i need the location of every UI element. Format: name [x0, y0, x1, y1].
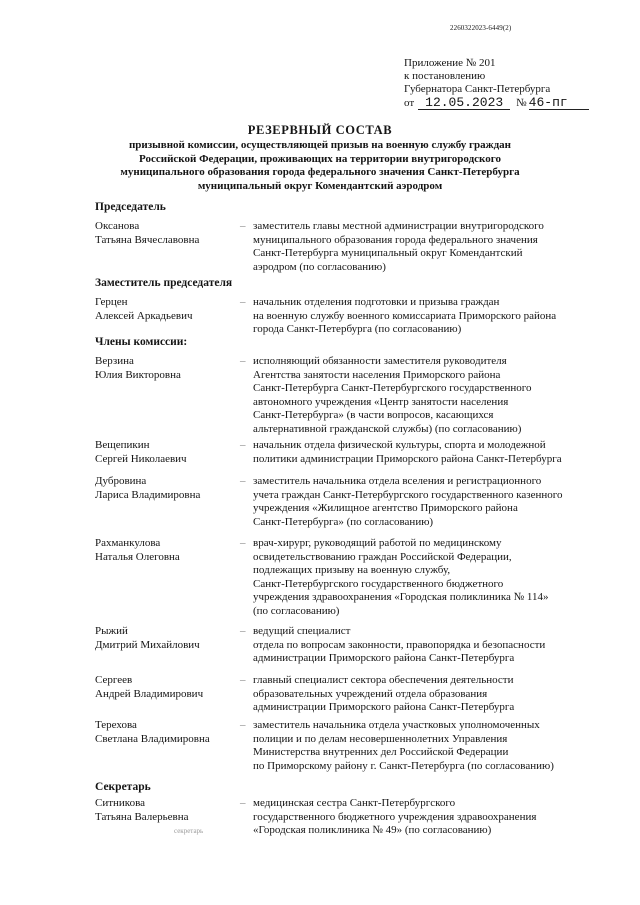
position-line: государственного бюджетного учреждения здравоохранения: [253, 810, 537, 823]
position-line: главный специалист сектора обеспечения деятельности: [253, 674, 514, 686]
section-deputy: Заместитель председателя: [95, 277, 233, 289]
appendix-number-label: №: [516, 97, 527, 109]
member-surname: Терехова: [95, 719, 137, 731]
position-line: Министерства внутренних дел Российской Федерации: [253, 746, 509, 758]
member-position: [253, 475, 613, 529]
appendix-from-label: от: [404, 97, 415, 109]
position-line: полиции и по делам несовершеннолетних Управления: [253, 732, 508, 745]
entry-dash: –: [240, 439, 246, 451]
member-name: [95, 439, 240, 466]
position-line: освидетельствованию граждан Российской Федерации,: [253, 550, 512, 563]
entry-dash: –: [240, 296, 246, 308]
position-line: учета граждан Санкт-Петербургского государственного казенного: [253, 488, 563, 501]
entry-dash: –: [240, 719, 246, 731]
position-line: отдела по вопросам законности, правопорядка и безопасности: [253, 638, 546, 651]
position-line: подлежащих призыву на военную службу,: [253, 564, 451, 576]
member-position: [253, 355, 613, 436]
member-position: [253, 719, 613, 773]
position-line: заместитель главы местной администрации внутригородского: [253, 220, 544, 232]
position-line: учреждения «Жилищное агентство Приморского района: [253, 502, 518, 514]
position-line: врач-хирург, руководящий работой по медицинскому: [253, 537, 502, 549]
entry-dash: –: [240, 625, 246, 637]
entry-dash: –: [240, 797, 246, 809]
member-name: [95, 537, 240, 618]
member-given-names: Юлия Викторовна: [95, 368, 181, 381]
member-name: [95, 220, 240, 274]
section-secretary: Секретарь: [95, 781, 151, 793]
member-surname: Дубровина: [95, 475, 147, 487]
appendix-date-row: [404, 96, 614, 110]
position-line: ведущий специалист: [253, 625, 351, 637]
member-entry: [95, 439, 615, 466]
member-name: [95, 355, 240, 436]
appendix-line-3: Губернатора Санкт-Петербурга: [404, 83, 551, 95]
position-line: по Приморскому району г. Санкт-Петербурга (по согласованию): [253, 759, 554, 772]
position-line: Агентства занятости населения Приморского района: [253, 368, 501, 381]
member-surname: Герцен: [95, 296, 128, 308]
member-name: [95, 797, 240, 838]
member-surname: Сергеев: [95, 674, 133, 686]
appendix-block: [404, 57, 614, 110]
position-line: образовательных учреждений отдела образования: [253, 687, 488, 700]
appendix-date: 12.05.2023: [418, 96, 510, 110]
position-line: заместитель начальника отдела вселения и регистрационного: [253, 475, 542, 487]
entry-dash: –: [240, 537, 246, 549]
member-position: [253, 625, 613, 666]
member-entry: [95, 355, 615, 436]
appendix-line-2: к постановлению: [404, 70, 486, 82]
entry-dash: –: [240, 475, 246, 487]
position-line: начальник отдела физической культуры, спорта и молодежной: [253, 439, 546, 451]
position-line: исполняющий обязанности заместителя руководителя: [253, 355, 507, 367]
position-line: заместитель начальника отдела участковых уполномоченных: [253, 719, 540, 731]
position-line: администрации Приморского района Санкт-Петербурга: [253, 701, 515, 713]
position-line: администрации Приморского района Санкт-Петербурга: [253, 652, 515, 664]
faint-stamp-text: секретарь: [174, 827, 204, 835]
member-given-names: Андрей Владимирович: [95, 687, 204, 700]
member-entry: [95, 797, 615, 838]
position-line: политики администрации Приморского района Санкт-Петербурга: [253, 452, 562, 465]
member-entry: [95, 537, 615, 618]
section-chair: Председатель: [95, 201, 166, 213]
position-line: города Санкт-Петербурга (по согласованию): [253, 323, 462, 335]
entry-dash: –: [240, 674, 246, 686]
position-line: Санкт-Петербурга» (по согласованию): [253, 515, 434, 528]
position-line: начальник отделения подготовки и призыва граждан: [253, 296, 500, 308]
position-line: Санкт-Петербургского государственного бюджетного: [253, 577, 504, 590]
member-position: [253, 537, 613, 618]
member-given-names: Татьяна Вячеславовна: [95, 233, 200, 246]
member-given-names: Дмитрий Михайлович: [95, 638, 200, 651]
position-line: муниципального образования города федерального значения: [253, 233, 538, 246]
member-surname: Рахманкулова: [95, 537, 161, 549]
position-line: Санкт-Петербурга муниципальный округ Комендантский: [253, 247, 523, 259]
member-position: [253, 797, 613, 838]
position-line: автономного учреждения «Центр занятости населения: [253, 395, 509, 408]
member-entry: [95, 220, 615, 274]
member-surname: Рыжий: [95, 625, 128, 637]
member-surname: Верзина: [95, 355, 134, 367]
member-name: [95, 625, 240, 666]
member-surname: Оксанова: [95, 220, 140, 232]
position-line: альтернативной гражданской службы) (по согласованию): [253, 422, 522, 435]
member-entry: [95, 475, 615, 529]
document-title: РЕЗЕРВНЫЙ СОСТАВ: [247, 123, 393, 137]
position-line: учреждения здравоохранения «Городская поликлиника № 114»: [253, 591, 549, 603]
member-name: [95, 296, 240, 337]
member-surname: Вещепикин: [95, 439, 150, 451]
member-name: [95, 475, 240, 529]
member-position: [253, 439, 613, 466]
member-entry: [95, 625, 615, 666]
member-given-names: Лариса Владимировна: [95, 488, 201, 501]
entry-dash: –: [240, 355, 246, 367]
document-registration-number: 2260322023-6449(2): [450, 24, 512, 32]
member-entry: [95, 719, 615, 773]
position-line: медицинская сестра Санкт-Петербургского: [253, 797, 456, 809]
appendix-line-1: Приложение № 201: [404, 57, 496, 69]
position-line: Санкт-Петербурга» (в части вопросов, касающихся: [253, 409, 494, 421]
document-subtitle: призывной комиссии, осуществляющей призыв на военную службу граждан Российской Федерации, проживающих на территории внутригородского муниципального образования города федерального значения Санкт-Петербурга муниципальный округ Комендантский аэродром: [120, 139, 520, 192]
member-name: [95, 674, 240, 715]
member-surname: Ситникова: [95, 797, 146, 809]
member-entry: [95, 296, 615, 337]
appendix-number: 46-пг: [529, 96, 589, 110]
member-position: [253, 296, 613, 337]
member-given-names: Наталья Олеговна: [95, 550, 180, 563]
position-line: аэродром (по согласованию): [253, 260, 386, 273]
position-line: (по согласованию): [253, 604, 340, 617]
member-given-names: Сергей Николаевич: [95, 452, 187, 465]
member-name: [95, 719, 240, 773]
position-line: «Городская поликлиника № 49» (по согласованию): [253, 824, 492, 836]
entry-dash: –: [240, 220, 246, 232]
member-given-names: Алексей Аркадьевич: [95, 309, 193, 322]
member-position: [253, 674, 613, 715]
member-given-names: Татьяна Валерьевна: [95, 810, 189, 823]
member-given-names: Светлана Владимировна: [95, 732, 210, 745]
position-line: Санкт-Петербурга Санкт-Петербургского государственного: [253, 382, 532, 394]
position-line: на военную службу военного комиссариата Приморского района: [253, 309, 557, 322]
member-position: [253, 220, 613, 274]
member-entry: [95, 674, 615, 715]
section-members: Члены комиссии:: [95, 336, 188, 348]
